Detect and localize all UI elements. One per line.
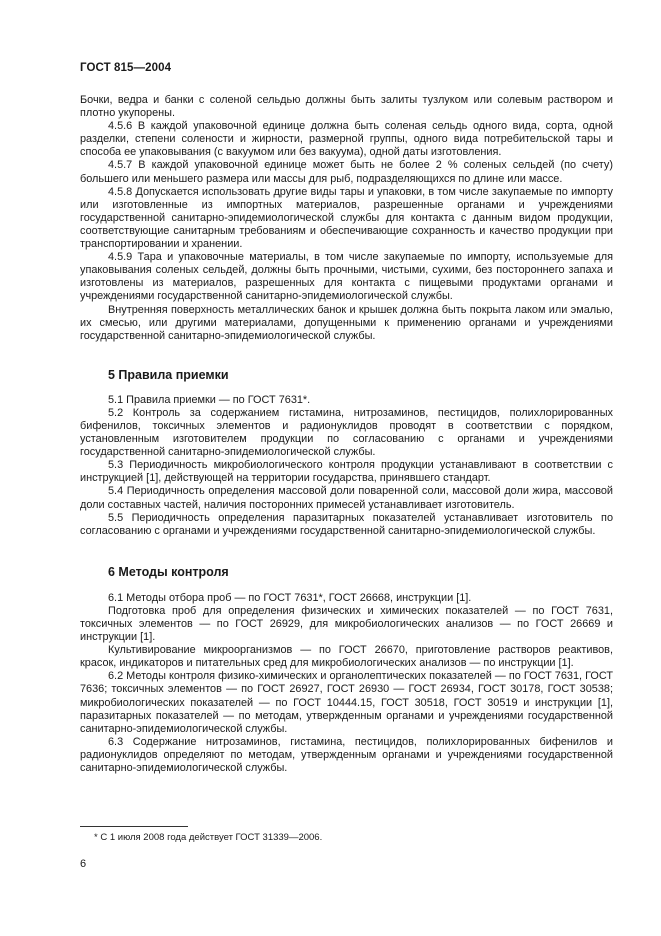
- paragraph: 5.4 Периодичность определения массовой доли поваренной соли, массовой доли жира, массовой доли составных частей, наличия посторонних примесей устанавливает изготовитель.: [80, 485, 613, 511]
- document-body: [80, 94, 613, 775]
- footnote-separator: [80, 826, 188, 827]
- paragraph: 4.5.7 В каждой упаковочной единице может быть не более 2 % соленых сельдей (по счету) большего или меньшего размера или массы для рыб, подразделяющихся по длине или массе.: [80, 159, 613, 185]
- paragraph: 6.2 Методы контроля физико-химических и органолептических показателей — по ГОСТ 7631, ГОСТ 7636; токсичных элементов — по ГОСТ 26927, ГОСТ 26930 — ГОСТ 26934, ГОСТ 30178, ГОСТ 30538; микробиологических показателей — по ГОСТ 10444.15, ГОСТ 30518, ГОСТ 30519 и инструкции [1], паразитарных показателей — по методам, утвержденным органами и учреждениями государственной санитарно-эпидемиологической службы.: [80, 670, 613, 735]
- page-number: 6: [80, 858, 87, 870]
- paragraph: 6.1 Методы отбора проб — по ГОСТ 7631*, ГОСТ 26668, инструкции [1].: [108, 591, 472, 604]
- paragraph: Культивирование микроорганизмов — по ГОСТ 26670, приготовление растворов реактивов, красок, индикаторов и питательных сред для микробиологических анализов — по инструкции [1].: [80, 644, 613, 670]
- paragraph: Подготовка проб для определения физических и химических показателей — по ГОСТ 7631, токсичных элементов — по ГОСТ 26929, для микробиологических анализов — по ГОСТ 26669 и инструкции [1].: [80, 604, 613, 644]
- document-header: ГОСТ 815—2004: [80, 62, 172, 74]
- footnote: * С 1 июля 2008 года действует ГОСТ 31339—2006.: [94, 832, 323, 843]
- paragraph: 4.5.8 Допускается использовать другие виды тары и упаковки, в том числе закупаемые по импорту или изготовленные из импортных материалов, разрешенные органами и учреждениями государственной санитарно-эпидемиологической службы для контакта с данным видом продукции, соответствующие санитарным требованиям и обеспечивающие сохранность и качество продукции при транспортировании и хранении.: [80, 185, 613, 251]
- paragraph: 4.5.9 Тара и упаковочные материалы, в том числе закупаемые по импорту, используемые для упаковывания соленых сельдей, должны быть прочными, чистыми, сухими, без постороннего запаха и изготовлены из материалов, разрешенных для контакта с пищевыми продуктами органами и учреждениями государственной санитарно-эпидемиологической службы.: [80, 251, 613, 303]
- paragraph: 5.2 Контроль за содержанием гистамина, нитрозаминов, пестицидов, полихлорированных бифенилов, токсичных элементов и радионуклидов проводят в соответствии с порядком, установленным изготовителем продукции по согласованию с органами и учреждениями государственной санитарно-эпидемиологической службы.: [80, 406, 613, 459]
- paragraph: Бочки, ведра и банки с соленой сельдью должны быть залиты тузлуком или солевым раствором и плотно укупорены.: [80, 94, 613, 120]
- paragraph: Внутренняя поверхность металлических банок и крышек должна быть покрыта лаком или эмалью, их смесью, или другими материалами, допущенными к применению органами и учреждениями государственной санитарно-эпидемиологической службы.: [80, 303, 613, 342]
- paragraph: 5.1 Правила приемки — по ГОСТ 7631*.: [108, 393, 311, 406]
- paragraph: 5.5 Периодичность определения паразитарных показателей устанавливает изготовитель по согласованию с органами и учреждениями государственной санитарно-эпидемиологической службы.: [80, 511, 613, 537]
- section-6-heading: 6 Методы контроля: [108, 564, 229, 579]
- section-5-body: [80, 394, 613, 538]
- section-5-heading: 5 Правила приемки: [108, 367, 229, 382]
- section-6-body: [80, 592, 613, 775]
- section-4-5-continuation: [80, 94, 613, 343]
- paragraph: 5.3 Периодичность микробиологического контроля продукции устанавливают в соответствии с инструкцией [1], действующей на территории государства, принявшего стандарт.: [80, 459, 613, 485]
- paragraph: 4.5.6 В каждой упаковочной единице должна быть соленая сельдь одного вида, сорта, одной разделки, степени солености и жирности, размерной группы, одного вида потребительской тары и способа ее упаковывания (с вакуумом или без вакуума), одной даты изготовления.: [80, 120, 613, 159]
- paragraph: 6.3 Содержание нитрозаминов, гистамина, пестицидов, полихлорированных бифенилов и радионуклидов определяют по методам, утвержденным органами и учреждениями государственной санитарно-эпидемиологической службы.: [80, 735, 613, 775]
